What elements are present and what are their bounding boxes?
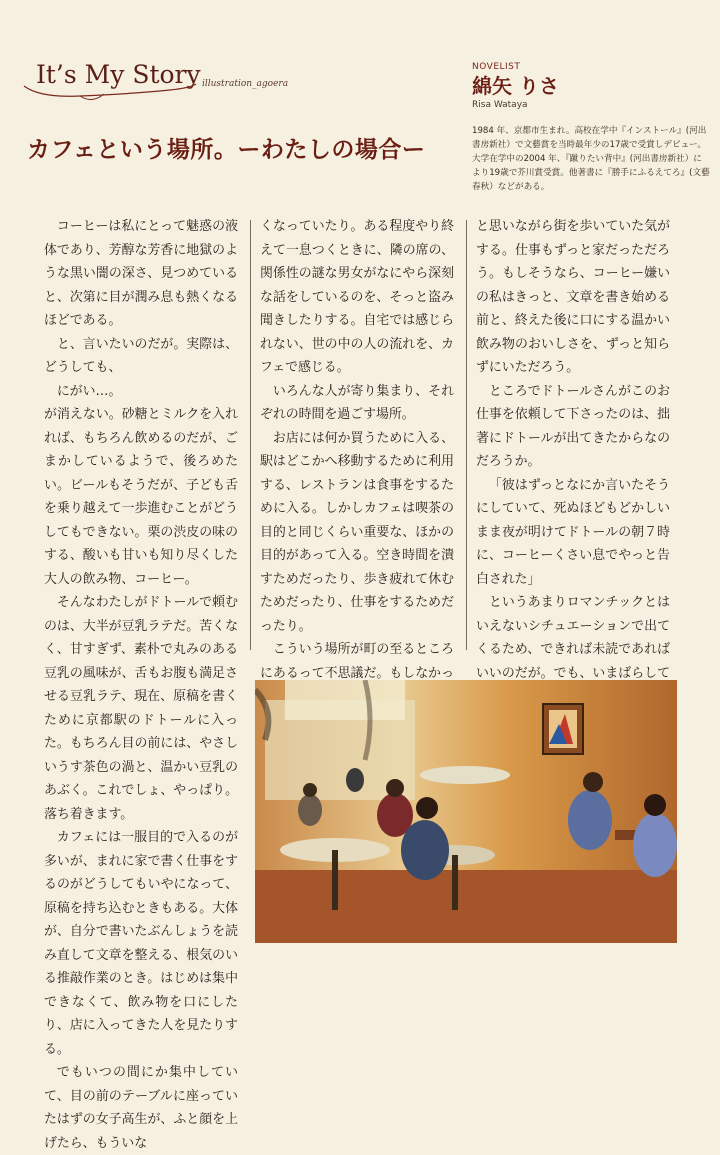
paragraph: と、言いたいのだが。実際は、どうしても、 [44,336,238,375]
paragraph: と思いながら街を歩いていた気がする。仕事もずっと家だっただろう。もしそうなら、コーヒー嫌いの私はきっと、文章を書き始める前と、終えた後に口にする温かい飲み物のおいしさを、ずっと知らずにいただろう。 [476,219,670,375]
column-divider [466,220,467,650]
paragraph: そんなわたしがドトールで頼むのは、大半が豆乳ラテだ。苦くなく、甘すぎず、素朴で丸みのある豆乳の風味が、舌もお腹も満足させる豆乳ラテ、現在、原稿を書くために京都駅のドトールに入った。もちろん目の前には、やさしいうす茶色の渦と、温かい豆乳のあぶく。これでしょ、やっぱり。落ち着きます。 [44,595,238,822]
article-headline: カフェという場所。ーわたしの場合ー [27,137,426,163]
title-flourish [20,80,200,104]
paragraph: というあまりロマンチックとはいえないシチュエーションで出てくるため、できれば未読であればいいのだが。でも、いまばらして [476,595,670,681]
paragraph: が消えない。砂糖とミルクを入れれば、もちろん飲めるのだが、ごまかしているようで、後ろめたい。ビールもそうだが、子ども舌を乗り越えて一歩進むことがどうしてもできない。栗の渋皮の味のする、酸いも甘いも知り尽くした大人の飲み物、コーヒー。 [44,407,238,587]
paragraph: でもいつの間にか集中していて、目の前のテーブルに座っていたはずの女子高生が、ふと顔を上げたら、もういな [44,1065,238,1151]
paragraph: コーヒーは私にとって魅惑の液体であり、芳醇な芳香に地獄のような黒い闇の深さ、見つめていると、次第に目が潤み息も熱くなるほどである。 [44,219,238,328]
body-column-1 [44,215,238,1155]
paragraph: カフェには一服目的で入るのが多いが、まれに家で書く仕事をするのがどうしてもいやになって、原稿を持ち込むときもある。大体が、自分で書いたぶんしょうを読み直して文章を整える、根気のいる推敲作業のとき。はじめは集中できなくて、飲み物を口にしたり、店に入ってきた人を見たりする。 [44,830,238,1057]
illustration-credit: illustration_agoera [202,79,289,89]
paragraph: くなっていたり。ある程度やり終えて一息つくときに、隣の席の、関係性の謎な男女がなにやら深刻な話をしているのを、そっと盗み聞きしたりする。自宅では感じられない、世の中の人の流れを、カフェで感じる。 [260,219,454,375]
paragraph: お店には何か買うために入る、駅はどこかへ移動するために利用する、レストランは食事をするために入る。しかしカフェは喫茶の目的と同じくらい重要な、ほかの目的があって入る。空き時間を潰すためだったり、歩き疲れて休むためだったり、仕事をするためだったり。 [260,430,454,634]
paragraph: いろんな人が寄り集まり、それぞれの時間を過ごす場所。 [260,383,454,422]
cafe-illustration [255,680,677,943]
author-name-roman: Risa Wataya [472,100,528,110]
paragraph: ところでドトールさんがこのお仕事を依頼して下さったのは、拙著にドトールが出てきたからなのだろうか。 [476,383,670,469]
author-name: 綿矢 りさ [472,74,559,98]
series-title: It’s My Story [36,60,201,89]
paragraph: にがい…。 [56,383,122,399]
author-bio: 1984 年、京都市生まれ。高校在学中『インストール』(河出書房新社）で文藝賞を当時最年少の17歳で受賞しデビュー。大学在学中の2004 年、『蹴りたい背中』(河出書房新社）により19歳で芥川賞受賞。他著書に『勝手にふるえてろ』(文藝春秋）などがある。 [472,126,710,192]
author-box [472,62,712,194]
paragraph: こういう場所が町の至るところにあるって不思議だ。もしなかっ [260,642,454,681]
column-divider [250,220,251,650]
paragraph: 「彼はずっとなにか言いたそうにしていて、死ぬほどもどかしいまま夜が明けてドトールの朝７時に、コーヒーくさい息でやっと告白された」 [476,477,670,587]
author-role: NOVELIST [472,62,521,72]
